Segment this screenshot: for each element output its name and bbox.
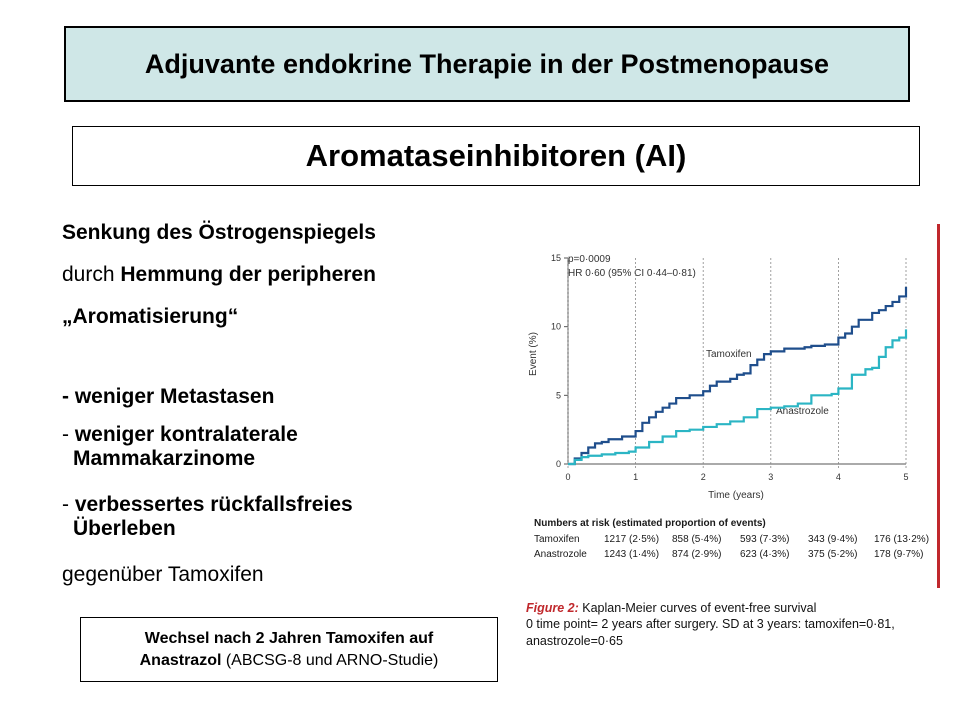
figure-border-line xyxy=(937,224,940,588)
legend-anastrozole: Anastrozole xyxy=(776,406,829,417)
bullet-3-text: verbessertes rückfallsfreies xyxy=(74,493,353,516)
slide-title-box xyxy=(64,26,910,102)
x-tick-label: 5 xyxy=(903,472,909,482)
y-tick-label: 10 xyxy=(550,321,561,332)
caption-figure-number: Figure 2: xyxy=(526,601,579,615)
body-line-2 xyxy=(62,262,376,287)
bullet-3-cont: Überleben xyxy=(73,517,176,540)
note-line-2-rest: (ABCSG-8 und ARNO-Studie) xyxy=(221,651,439,669)
risk-row-label: Anastrozole xyxy=(534,549,587,560)
body-line-1: Senkung des Östrogenspiegels xyxy=(62,221,376,244)
km-chart xyxy=(516,224,940,514)
y-tick-label: 5 xyxy=(555,390,561,401)
bullet-1: - weniger Metastasen xyxy=(62,385,275,408)
x-tick-label: 2 xyxy=(700,472,706,482)
stats-p-value: p=0·0009 xyxy=(568,254,611,265)
risk-cell: 176 (13·2%) xyxy=(874,534,930,545)
bullet-2-text: weniger kontralaterale xyxy=(74,423,298,446)
bullet-2-cont: Mammakarzinome xyxy=(73,447,256,470)
note-line-2 xyxy=(81,650,497,672)
bullet-2-dash: - xyxy=(62,423,75,446)
risk-row-tamoxifen xyxy=(534,534,934,548)
risk-cell: 343 (9·4%) xyxy=(808,534,858,545)
stats-hr: HR 0·60 (95% CI 0·44–0·81) xyxy=(568,268,696,279)
bullet-2 xyxy=(62,422,298,447)
figure-caption xyxy=(526,600,946,649)
risk-table-header: Numbers at risk (estimated proportion of events) xyxy=(534,518,766,529)
risk-row-label: Tamoxifen xyxy=(534,534,580,545)
y-tick-label: 15 xyxy=(550,253,561,263)
risk-row-anastrozole xyxy=(534,549,934,563)
risk-cell: 874 (2·9%) xyxy=(672,549,722,560)
y-axis-label: Event (%) xyxy=(528,332,539,376)
bullet-3-dash: - xyxy=(62,493,75,516)
caption-line-1 xyxy=(526,600,946,616)
caption-line-2: 0 time point= 2 years after surgery. SD at 3 years: tamoxifen=0·81, xyxy=(526,617,895,632)
risk-cell: 593 (7·3%) xyxy=(740,534,790,545)
risk-cell: 375 (5·2%) xyxy=(808,549,858,560)
slide-subtitle-box xyxy=(72,126,920,186)
x-axis-label: Time (years) xyxy=(708,490,764,501)
caption-line-3: anastrozole=0·65 xyxy=(526,633,623,648)
closing-line: gegenüber Tamoxifen xyxy=(62,563,264,586)
body-line-2-pre: durch xyxy=(62,263,121,286)
note-line-1: Wechsel nach 2 Jahren Tamoxifen auf xyxy=(144,629,434,647)
note-line-2-bold: Anastrazol xyxy=(139,651,222,669)
body-line-2-bold: Hemmung der peripheren xyxy=(120,263,376,286)
risk-cell: 623 (4·3%) xyxy=(740,549,790,560)
risk-cell: 178 (9·7%) xyxy=(874,549,924,560)
body-line-3: „Aromatisierung“ xyxy=(62,305,239,328)
x-tick-label: 4 xyxy=(835,472,841,482)
risk-cell: 858 (5·4%) xyxy=(672,534,722,545)
legend-tamoxifen: Tamoxifen xyxy=(706,349,752,360)
x-tick-label: 3 xyxy=(768,472,774,482)
x-tick-label: 1 xyxy=(633,472,639,482)
risk-cell: 1217 (2·5%) xyxy=(604,534,660,545)
note-box xyxy=(80,617,498,682)
caption-title: Kaplan-Meier curves of event-free survival xyxy=(578,601,817,615)
x-tick-label: 0 xyxy=(565,472,571,482)
slide-subtitle: Aromataseinhibitoren (AI) xyxy=(305,138,687,173)
slide-title: Adjuvante endokrine Therapie in der Postmenopause xyxy=(144,48,830,79)
y-tick-label: 0 xyxy=(555,459,561,469)
bullet-3 xyxy=(62,492,353,517)
risk-cell: 1243 (1·4%) xyxy=(604,549,660,560)
